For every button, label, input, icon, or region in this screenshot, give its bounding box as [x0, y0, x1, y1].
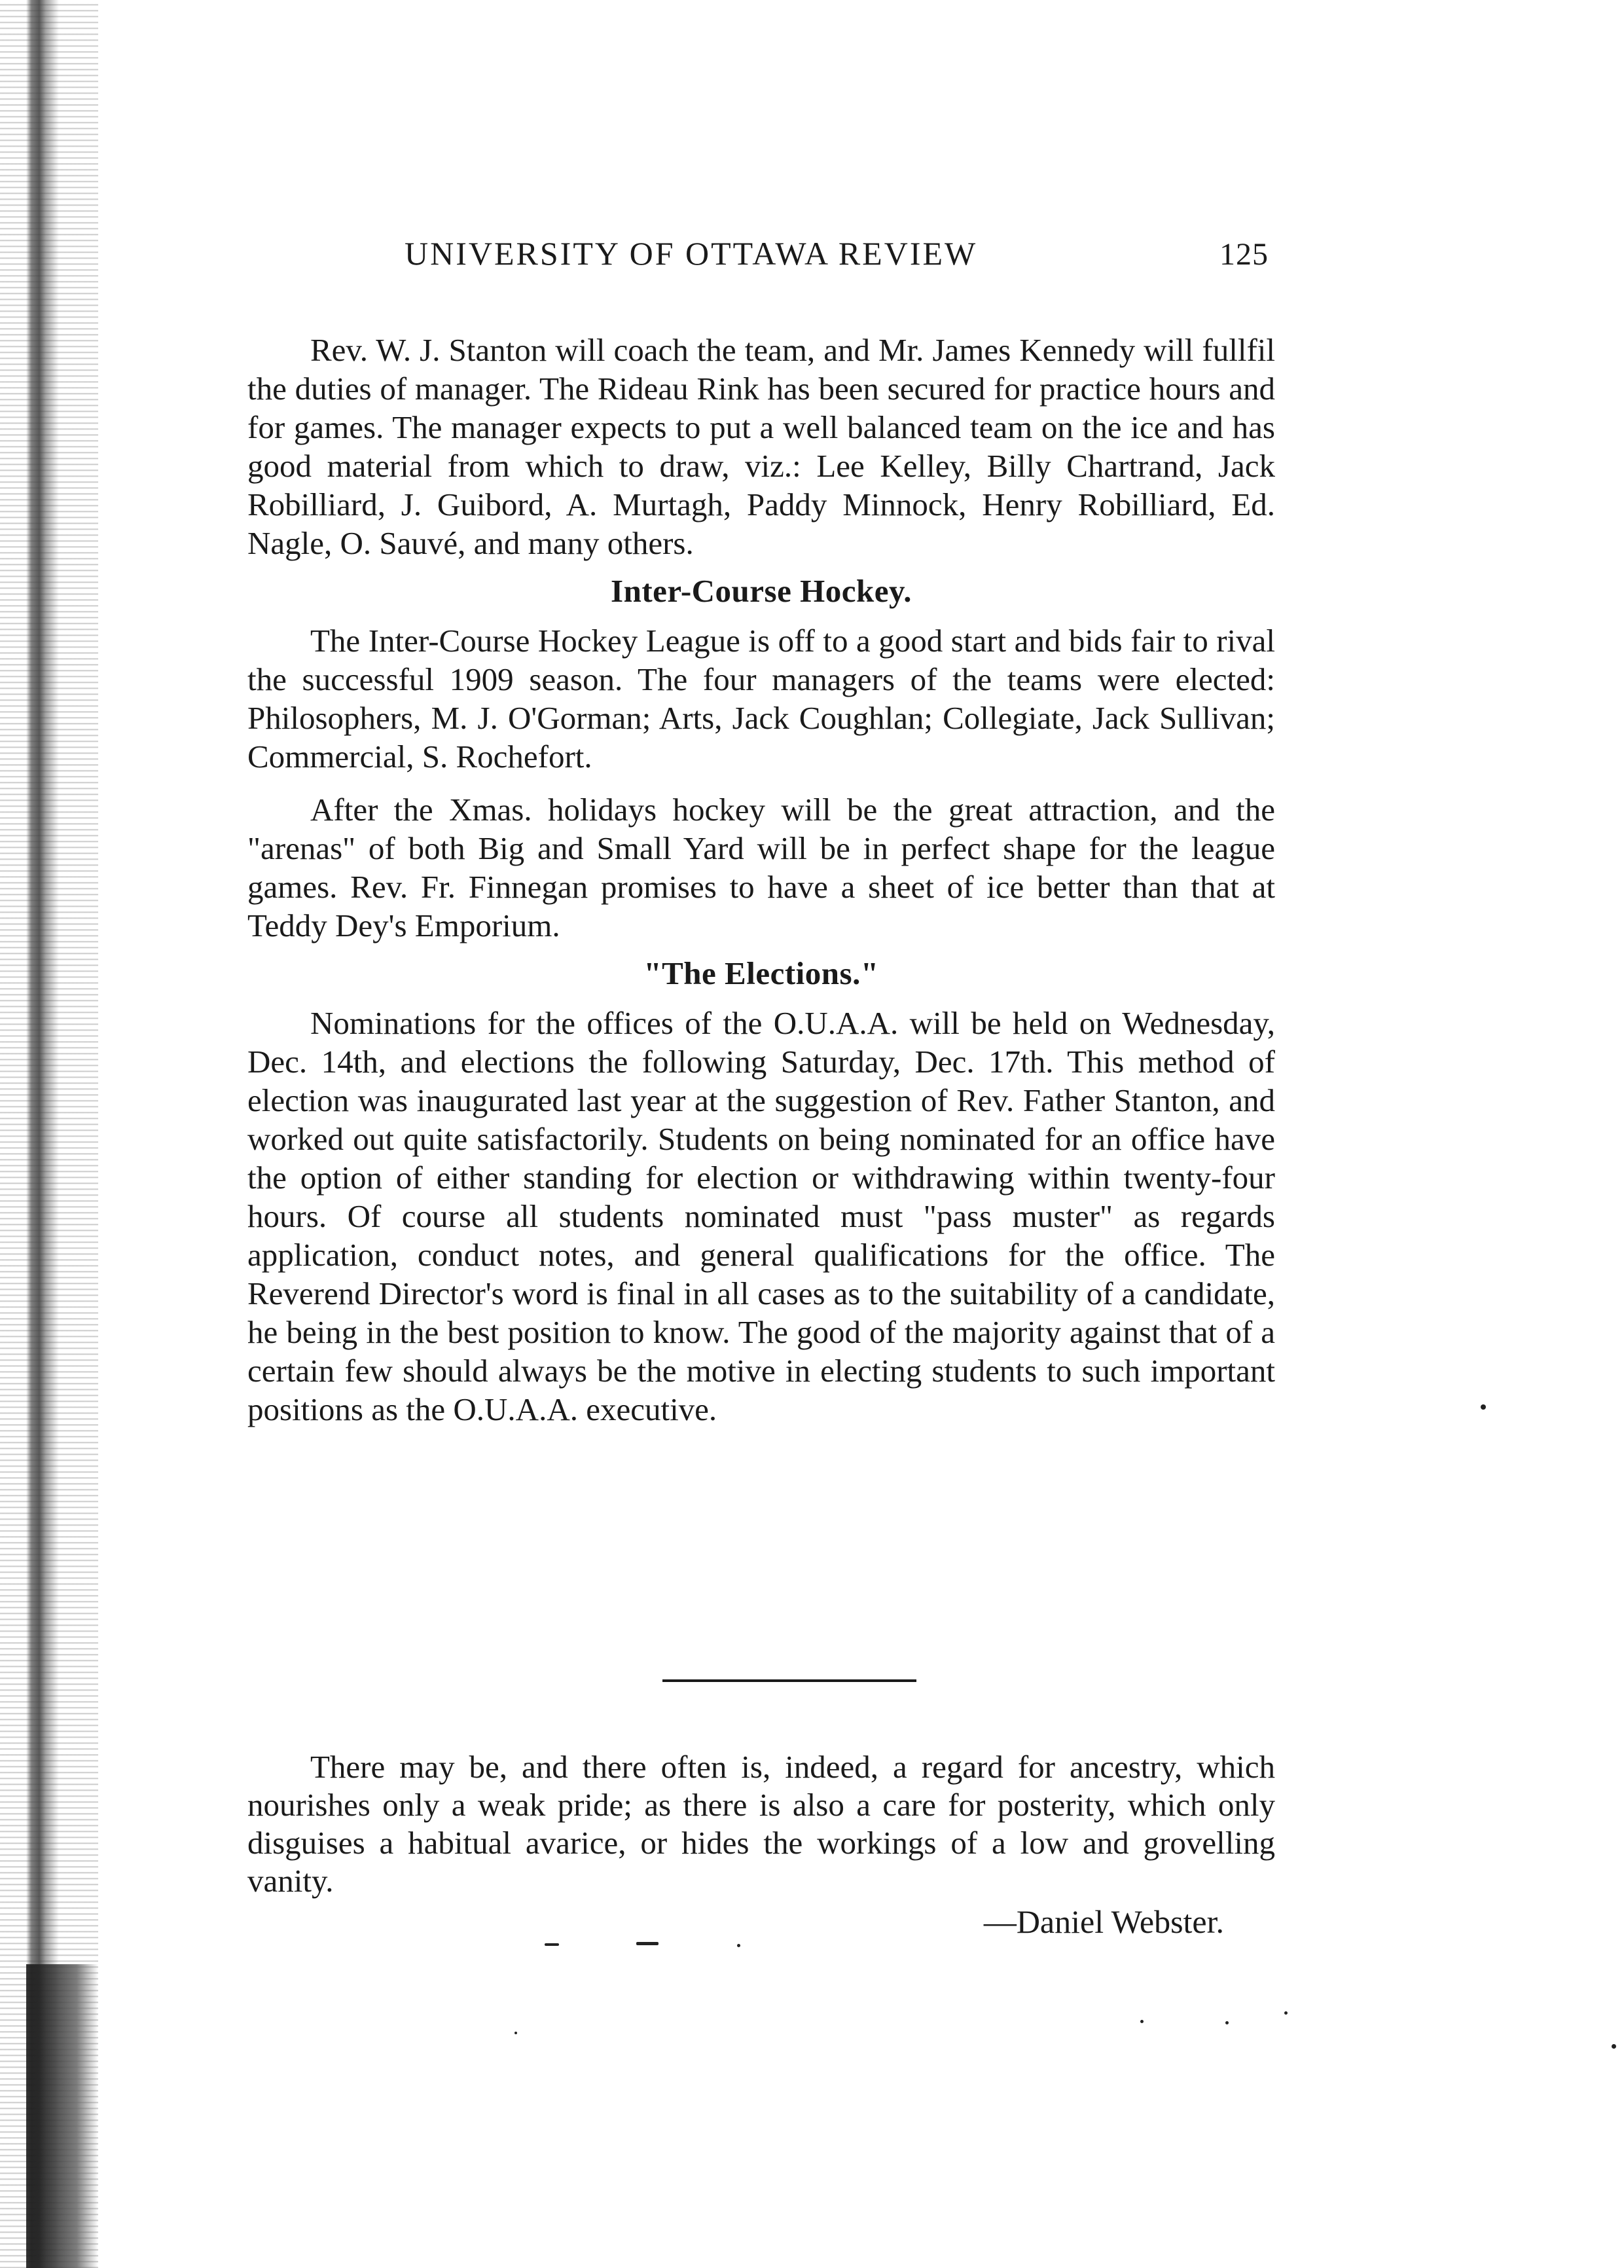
page-number: 125	[1219, 237, 1269, 272]
scan-speck	[514, 2032, 517, 2034]
closing-quote	[247, 1748, 1275, 1900]
heading-elections: "The Elections."	[643, 955, 879, 991]
running-head	[405, 234, 1269, 280]
scan-speck	[737, 1944, 740, 1947]
paragraph-league: The Inter-Course Hockey League is off to a good start and bids fair to rival the successful 1909 season. The four managers of the teams were elected: Philosophers, M. J. O'Gorman; Arts, Jack Coughlan; Collegiate, Jack Sullivan; Commercial, S. Rochefort.	[247, 623, 1275, 775]
binding-edge	[0, 0, 98, 2268]
binding-shadow	[26, 1964, 98, 2268]
journal-title: UNIVERSITY OF OTTAWA REVIEW	[405, 235, 978, 272]
section-divider	[662, 1679, 916, 1682]
scan-speck	[1225, 2021, 1229, 2024]
heading-inter-course-hockey: Inter-Course Hockey.	[611, 573, 912, 609]
paragraph-nominations: Nominations for the offices of the O.U.A.A. will be held on Wednesday, Dec. 14th, and elections the following Saturday, Dec. 17th. This method of election was inaugurated last year at the suggestion of Rev. Father Stanton, and worked out quite satisfactorily. Students on being nominated for an office have the option of either standing for election or withdrawing within twenty-four hours. Of course all students nominated must "pass muster" as regards application, conduct notes, and general qualifications for the office. The Reverend Director's word is final in all cases as to the suitability of a candidate, he being in the best position to know. The good of the majority against that of a certain few should always be the motive in electing students to such important positions as the O.U.A.A. executive.	[247, 1005, 1275, 1427]
quote-attribution: —Daniel Webster.	[983, 1903, 1224, 1940]
paragraph-xmas: After the Xmas. holidays hockey will be the great attraction, and the "arenas" of both Big and Small Yard will be in perfect shape for the league games. Rev. Fr. Finnegan promises to have a sheet of ice better than that at Teddy Dey's Emporium.	[247, 792, 1275, 943]
paragraph-coach: Rev. W. J. Stanton will coach the team, and Mr. James Kennedy will fullfil the duties of manager. The Rideau Rink has been secured for practice hours and for games. The manager expects to put a well balanced team on the ice and has good material from which to draw, viz.: Lee Kelley, Billy Chartrand, Jack Robilliard, J. Guibord, A. Murtagh, Paddy Minnock, Henry Robilliard, Ed. Nagle, O. Sauvé, and many others.	[247, 332, 1275, 561]
scan-speck	[1612, 2044, 1616, 2049]
scan-speck	[1481, 1404, 1486, 1410]
quote-text: There may be, and there often is, indeed, a regard for ancestry, which nourishes only a weak pride; as there is also a care for posterity, which only disguises a habitual avarice, or hides the workings of a low and grovelling vanity.	[247, 1749, 1275, 1899]
article-body	[247, 331, 1275, 1429]
scan-speck	[1284, 2011, 1288, 2015]
scan-speck	[636, 1942, 659, 1945]
scan-speck	[545, 1943, 559, 1946]
scan-speck	[1140, 2020, 1144, 2023]
